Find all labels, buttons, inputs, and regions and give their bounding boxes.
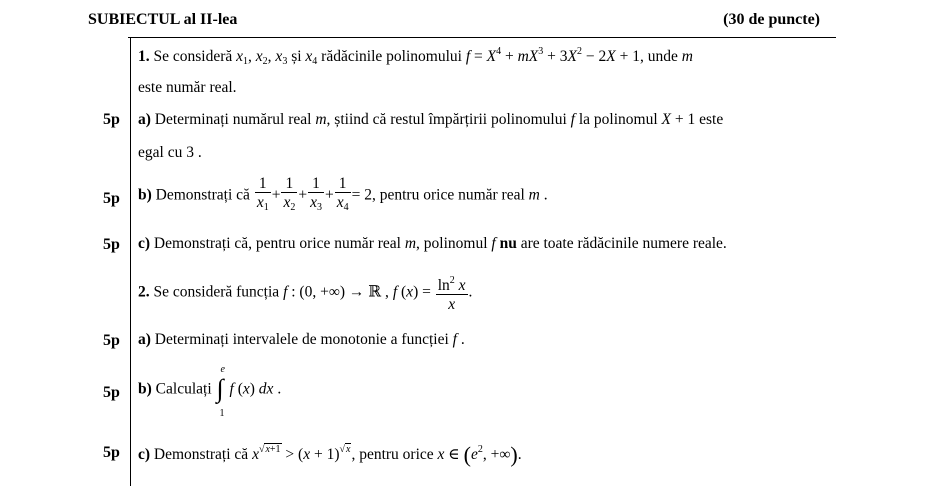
text: , știind că restul împărțirii polinomului: [326, 111, 567, 128]
problem-1a: a) Determinați numărul real m, știind că restul împărțirii polinomului f la polinomul X + 1 este: [138, 111, 724, 128]
section-points: (30 de puncte): [723, 11, 820, 28]
text: Calculați: [155, 380, 212, 398]
text: este: [699, 111, 724, 128]
problem-1-intro: 1. Se consideră $x_1$, $x_2$, $x_3$ și $x_4$ rădăcinile polinomului $f = X^4 + mX^3 + 3X^2 - 2X + 1$, unde m: [138, 46, 693, 67]
problem-2b: b) Calculați e ∫ 1 f (x) dx .: [138, 364, 282, 419]
problem-1b: b) Demonstrați că $\frac{1}{x_1}$ + $\frac{1}{x_2}$ + $\frac{1}{x_3}$ + $\frac{1}{x_4}$ = 2, pentru orice număr real m .: [138, 175, 548, 217]
text: , polinomul: [416, 235, 488, 252]
fraction: $\frac{1}{x_3}$: [310, 175, 322, 213]
points-column-rule: [130, 37, 131, 486]
label: c): [138, 446, 151, 463]
text: Determinați numărul real: [154, 111, 312, 128]
text: egal cu: [138, 144, 183, 161]
label: b): [138, 380, 152, 398]
text: Demonstrați că: [153, 446, 249, 463]
emphasis: nu: [499, 235, 517, 252]
text: are toate rădăcinile numere reale.: [520, 235, 727, 252]
text: Se consideră: [153, 48, 233, 65]
problem-1-number: 1.: [138, 48, 154, 65]
problem-2c: c) Demonstrați că $x^{√x+1} > (x + 1)^{√x}$, pentru orice x ∈ ($e^2$, +∞).: [138, 442, 522, 467]
text: Demonstrați că: [155, 186, 250, 204]
fraction: $\frac{1}{x_1}$: [256, 175, 269, 213]
text: , pentru orice: [351, 446, 434, 463]
points-1c: 5p: [103, 236, 120, 253]
text: Demonstrați că, pentru orice număr real: [153, 235, 401, 252]
points-2a: 5p: [103, 332, 120, 349]
points-1a: 5p: [103, 111, 120, 128]
problem-1a-cont: egal cu 3 .: [138, 144, 202, 161]
points-2b: 5p: [103, 384, 120, 401]
text: Determinați intervalele de monotonie a funcției: [154, 331, 449, 348]
problem-2a: a) Determinați intervalele de monotonie a funcției f .: [138, 331, 465, 348]
problem-2-number: 2.: [138, 283, 154, 301]
points-1b: 5p: [103, 190, 120, 207]
problem-2-intro: 2. Se consideră funcția f : (0, +∞) → ℝ , f (x) = $\frac{\ln^2 x}{x}$ .: [138, 272, 472, 314]
text: Se consideră funcția: [153, 283, 280, 301]
text: rădăcinile polinomului: [321, 48, 462, 65]
text: la polinomul: [578, 111, 658, 128]
label: a): [138, 111, 151, 128]
label: c): [138, 235, 151, 252]
fraction: $\frac{1}{x_2}$: [283, 175, 296, 213]
section-title: SUBIECTUL al II-lea: [88, 11, 238, 28]
integral-sign: e ∫ 1: [216, 364, 225, 419]
points-2c: 5p: [103, 444, 120, 461]
problem-1c: c) Demonstrați că, pentru orice număr real m, polinomul f nu are toate rădăcinile numere reale.: [138, 235, 727, 252]
fraction: $\frac{\ln^2 x}{x}$: [436, 272, 468, 314]
section-header: [88, 8, 836, 34]
label: a): [138, 331, 151, 348]
fraction: $\frac{1}{x_4}$: [336, 175, 349, 213]
label: b): [138, 186, 152, 204]
problem-1-intro-cont: este număr real.: [138, 79, 237, 96]
header-rule: [128, 37, 836, 38]
text: , unde: [639, 48, 678, 65]
text: , pentru orice număr real: [372, 186, 525, 204]
